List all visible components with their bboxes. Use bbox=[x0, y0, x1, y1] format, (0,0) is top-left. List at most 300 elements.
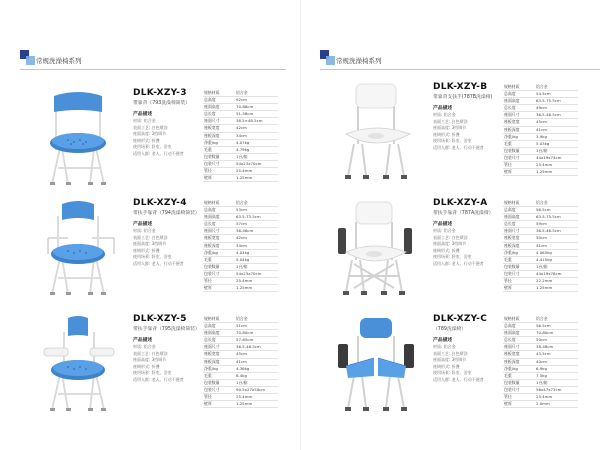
description-row: 材质: 铝合金 bbox=[433, 228, 456, 233]
spec-key: 净重/kg bbox=[203, 139, 235, 146]
spec-key: 座板深度 bbox=[203, 132, 235, 139]
spec-row bbox=[203, 386, 278, 393]
spec-key: 净重/kg bbox=[503, 133, 535, 140]
spec-row bbox=[503, 242, 578, 249]
spec-value: 70-86cm bbox=[235, 104, 278, 111]
spec-row bbox=[203, 344, 278, 351]
spec-key: 座面高度 bbox=[503, 98, 535, 105]
spec-row bbox=[503, 200, 578, 207]
spec-key: 壁厚 bbox=[203, 401, 235, 408]
spec-key: 壁厚 bbox=[203, 175, 235, 182]
spec-value: 7.5kg bbox=[535, 372, 578, 379]
spec-row bbox=[503, 285, 578, 292]
spec-key: 座面尺寸 bbox=[203, 228, 235, 235]
spec-row bbox=[503, 344, 578, 351]
spec-value: 1台/箱 bbox=[235, 263, 278, 270]
product-model: DLK-XZY-C bbox=[433, 314, 488, 324]
spec-value: 4.415kg bbox=[535, 256, 578, 263]
spec-key: 包装尺寸 bbox=[203, 270, 235, 277]
spec-row bbox=[203, 221, 278, 228]
product-info bbox=[433, 82, 593, 175]
spec-row bbox=[503, 372, 578, 379]
description-row: 座椅形式: 折叠 bbox=[133, 137, 160, 143]
spec-key: 壁厚 bbox=[503, 285, 535, 292]
product-image-chair bbox=[38, 314, 122, 414]
spec-key: 座板深度 bbox=[503, 358, 535, 365]
spec-value: 2.0mm bbox=[535, 401, 578, 408]
spec-key: 净重/kg bbox=[503, 249, 535, 256]
header-divider bbox=[320, 69, 600, 70]
spec-key: 规格材质 bbox=[503, 200, 535, 207]
description-row: 座面高度: 3挡调节 bbox=[133, 241, 167, 247]
product-subtitle: 带靠背（793洗澡椅简装） bbox=[133, 101, 191, 106]
spec-value: 45cm bbox=[235, 351, 278, 358]
spec-row bbox=[203, 235, 278, 242]
spec-row bbox=[203, 394, 278, 401]
spec-key: 座面高度 bbox=[203, 214, 235, 221]
spec-key: 管径 bbox=[203, 278, 235, 285]
spec-row bbox=[503, 263, 578, 270]
spec-value: 70-80cm bbox=[535, 330, 578, 337]
spec-key: 座面尺寸 bbox=[203, 118, 235, 125]
spec-key: 包装尺寸 bbox=[503, 270, 535, 277]
description-row: 座面高度: 3挡调节 bbox=[433, 357, 467, 363]
description-row: 使用场景: 卧室、浴室 bbox=[133, 370, 172, 376]
spec-key: 包装尺寸 bbox=[503, 386, 535, 393]
description-row: 座面高度: 3挡调节 bbox=[133, 131, 167, 137]
spec-row bbox=[503, 351, 578, 358]
spec-value: 1台/箱 bbox=[235, 379, 278, 386]
spec-value: 5.03kg bbox=[535, 140, 578, 147]
description-row: 座椅形式: 折叠 bbox=[433, 363, 460, 369]
product-info bbox=[133, 88, 293, 181]
catalog-page-right bbox=[300, 0, 600, 450]
description-heading: 产品描述 bbox=[433, 338, 453, 343]
spec-row bbox=[203, 175, 278, 182]
spec-value: 56.5cm bbox=[535, 323, 578, 330]
spec-row bbox=[203, 200, 278, 207]
spec-row bbox=[203, 207, 278, 214]
spec-row bbox=[203, 372, 278, 379]
spec-row bbox=[203, 160, 278, 167]
product-subtitle: 带靠背支扶手(787B洗澡椅) bbox=[433, 95, 493, 100]
spec-key: 净重/kg bbox=[503, 365, 535, 372]
product-card bbox=[0, 88, 300, 200]
section-logo-icon bbox=[20, 50, 36, 66]
spec-row bbox=[203, 168, 278, 175]
spec-key: 座板深度 bbox=[203, 242, 235, 249]
spec-row bbox=[203, 146, 278, 153]
description-row: 材质: 铝合金 bbox=[433, 344, 456, 349]
section-header bbox=[20, 50, 300, 72]
spec-key: 包装数量 bbox=[203, 153, 235, 160]
spec-row bbox=[503, 91, 578, 98]
spec-row bbox=[503, 330, 578, 337]
description-row: 材质: 铝合金 bbox=[433, 112, 456, 117]
spec-value: 44x19x78cm bbox=[535, 270, 578, 277]
spec-row bbox=[503, 228, 578, 235]
spec-key: 规格材质 bbox=[203, 200, 235, 207]
spec-row bbox=[203, 323, 278, 330]
product-info bbox=[433, 314, 593, 407]
spec-row bbox=[203, 125, 278, 132]
spec-row bbox=[503, 316, 578, 323]
description-row: 适用人群: 老人、行动不便者 bbox=[133, 260, 184, 266]
spec-value: 41cm bbox=[535, 242, 578, 249]
description-row: 座面高度: 3挡调节 bbox=[433, 125, 467, 131]
spec-value: 50cm bbox=[535, 235, 578, 242]
spec-value: 63.5-75.5cm bbox=[535, 98, 578, 105]
spec-row bbox=[503, 394, 578, 401]
spec-table bbox=[203, 316, 278, 408]
spec-key: 壁厚 bbox=[203, 285, 235, 292]
spec-key: 毛重 bbox=[503, 372, 535, 379]
spec-key: 毛重 bbox=[203, 372, 235, 379]
spec-key: 包装数量 bbox=[503, 263, 535, 270]
spec-key: 规格材质 bbox=[203, 316, 235, 323]
spec-value: 36-46cm bbox=[235, 228, 278, 235]
spec-value: 54.5cm bbox=[535, 91, 578, 98]
spec-row bbox=[203, 278, 278, 285]
spec-key: 壁厚 bbox=[503, 401, 535, 408]
spec-value: 92cm bbox=[235, 97, 278, 104]
spec-row bbox=[503, 401, 578, 408]
spec-key: 座板深度 bbox=[203, 358, 235, 365]
spec-value: 49cm bbox=[535, 105, 578, 112]
description-row: 使用场景: 卧室、浴室 bbox=[433, 138, 472, 144]
product-image-chair bbox=[334, 314, 418, 414]
spec-value: 42cm bbox=[235, 125, 278, 132]
spec-row bbox=[203, 111, 278, 118]
description-heading: 产品描述 bbox=[433, 222, 453, 227]
spec-value: 34cm bbox=[235, 132, 278, 139]
spec-row bbox=[503, 221, 578, 228]
spec-value: 38.5×48.5cm bbox=[235, 118, 278, 125]
description-heading: 产品描述 bbox=[133, 112, 153, 117]
spec-value: 1台/箱 bbox=[535, 379, 578, 386]
spec-value: 57cm bbox=[235, 221, 278, 228]
description-row: 表面工艺: 白色喷涂 bbox=[133, 234, 168, 240]
description-row: 座椅形式: 折叠 bbox=[133, 363, 160, 369]
spec-row bbox=[503, 358, 578, 365]
spec-key: 座板宽度 bbox=[503, 119, 535, 126]
spec-key: 总长度 bbox=[503, 221, 535, 228]
product-model: DLK-XZY-5 bbox=[133, 314, 187, 324]
spec-row bbox=[503, 207, 578, 214]
spec-key: 规格材质 bbox=[203, 90, 235, 97]
product-card bbox=[300, 198, 600, 310]
description-row: 座面高度: 3挡调节 bbox=[433, 241, 467, 247]
spec-row bbox=[503, 270, 578, 277]
description-heading: 产品描述 bbox=[133, 222, 153, 227]
spec-value: 54x23x70cm bbox=[235, 270, 278, 277]
product-info bbox=[133, 314, 293, 407]
description-row: 表面工艺: 白色喷涂 bbox=[133, 124, 168, 130]
spec-value: 1.25mm bbox=[235, 175, 278, 182]
spec-key: 总高度 bbox=[503, 91, 535, 98]
spec-key: 毛重 bbox=[503, 256, 535, 263]
spec-value: 铝合金 bbox=[235, 90, 278, 97]
spec-table bbox=[503, 316, 578, 408]
product-subtitle: 带扶手靠背（787A洗澡椅） bbox=[433, 211, 494, 216]
spec-key: 座面高度 bbox=[503, 330, 535, 337]
spec-key: 管径 bbox=[503, 162, 535, 169]
spec-key: 包装数量 bbox=[203, 379, 235, 386]
spec-row bbox=[203, 337, 278, 344]
spec-row bbox=[503, 154, 578, 161]
description-row: 材质: 铝合金 bbox=[133, 344, 156, 349]
spec-value: 铝合金 bbox=[235, 200, 278, 207]
spec-row bbox=[503, 278, 578, 285]
spec-value: 36.5-46.5cm bbox=[235, 344, 278, 351]
product-image-chair bbox=[336, 82, 420, 182]
spec-value: 6.9kg bbox=[535, 365, 578, 372]
product-info bbox=[133, 198, 293, 291]
spec-value: 22.2mm bbox=[535, 278, 578, 285]
spec-key: 座面尺寸 bbox=[503, 344, 535, 351]
spec-value: 59cm bbox=[535, 221, 578, 228]
spec-row bbox=[203, 358, 278, 365]
spec-value: 57-65cm bbox=[235, 337, 278, 344]
spec-key: 总高度 bbox=[203, 323, 235, 330]
spec-value: 41cm bbox=[535, 126, 578, 133]
spec-row bbox=[203, 256, 278, 263]
spec-value: 25.4mm bbox=[235, 168, 278, 175]
spec-value: 1台/箱 bbox=[535, 263, 578, 270]
spec-row bbox=[203, 228, 278, 235]
spec-value: 1.25mm bbox=[535, 285, 578, 292]
product-model: DLK-XZY-B bbox=[433, 82, 488, 92]
spec-value: 铝合金 bbox=[535, 316, 578, 323]
spec-value: 4.065kg bbox=[535, 249, 578, 256]
spec-value: 36.5-46.5cm bbox=[535, 228, 578, 235]
spec-value: 25.4mm bbox=[535, 162, 578, 169]
description-row: 使用场景: 卧室、浴室 bbox=[433, 254, 472, 260]
spec-key: 包装数量 bbox=[203, 263, 235, 270]
product-subtitle: 带扶手靠背（795洗澡椅简装） bbox=[133, 327, 200, 332]
spec-value: 6.4kg bbox=[235, 372, 278, 379]
spec-row bbox=[503, 169, 578, 176]
spec-value: 4.79kg bbox=[235, 146, 278, 153]
spec-value: 56x47x72cm bbox=[535, 386, 578, 393]
spec-table bbox=[503, 200, 578, 292]
spec-value: 3.9kg bbox=[535, 133, 578, 140]
spec-key: 座面尺寸 bbox=[503, 228, 535, 235]
spec-row bbox=[203, 214, 278, 221]
spec-key: 管径 bbox=[503, 278, 535, 285]
spec-row bbox=[203, 270, 278, 277]
spec-value: 90.5x27x50cm bbox=[235, 386, 278, 393]
spec-value: 5.04kg bbox=[235, 256, 278, 263]
spec-row bbox=[503, 112, 578, 119]
product-subtitle: 带扶手靠背（794洗澡椅简装） bbox=[133, 211, 200, 216]
description-row: 使用场景: 卧室、浴室 bbox=[433, 370, 472, 376]
spec-row bbox=[503, 365, 578, 372]
spec-value: 4.07kg bbox=[235, 139, 278, 146]
description-row: 适用人群: 老人、行动不便者 bbox=[433, 260, 484, 266]
spec-value: 铝合金 bbox=[235, 316, 278, 323]
spec-key: 总长度 bbox=[203, 111, 235, 118]
spec-value: 1.25mm bbox=[535, 169, 578, 176]
spec-value: 44x19x74cm bbox=[535, 154, 578, 161]
spec-key: 毛重 bbox=[503, 140, 535, 147]
spec-row bbox=[203, 379, 278, 386]
spec-key: 座板宽度 bbox=[203, 125, 235, 132]
description-row: 使用场景: 卧室、浴室 bbox=[133, 144, 172, 150]
description-row: 表面工艺: 白色喷涂 bbox=[433, 118, 468, 124]
spec-key: 总高度 bbox=[203, 97, 235, 104]
spec-key: 包装尺寸 bbox=[503, 154, 535, 161]
spec-value: 25.4mm bbox=[235, 278, 278, 285]
spec-row bbox=[203, 351, 278, 358]
spec-key: 座板宽度 bbox=[503, 351, 535, 358]
spec-row bbox=[503, 126, 578, 133]
spec-key: 总长度 bbox=[203, 221, 235, 228]
spec-table bbox=[203, 90, 278, 182]
product-model: DLK-XZY-4 bbox=[133, 198, 187, 208]
spec-key: 座面高度 bbox=[203, 104, 235, 111]
spec-key: 毛重 bbox=[203, 146, 235, 153]
description-row: 座椅形式: 折叠 bbox=[433, 131, 460, 137]
spec-row bbox=[203, 118, 278, 125]
spec-row bbox=[203, 90, 278, 97]
product-card bbox=[300, 82, 600, 194]
product-image-chair bbox=[334, 198, 418, 298]
product-image-chair bbox=[38, 198, 122, 298]
spec-key: 座板宽度 bbox=[503, 235, 535, 242]
product-card bbox=[300, 314, 600, 426]
spec-value: 42cm bbox=[235, 235, 278, 242]
spec-key: 包装尺寸 bbox=[203, 160, 235, 167]
spec-value: 1台/箱 bbox=[235, 153, 278, 160]
spec-key: 座面高度 bbox=[203, 330, 235, 337]
spec-row bbox=[503, 119, 578, 126]
spec-key: 座板宽度 bbox=[203, 235, 235, 242]
spec-row bbox=[503, 379, 578, 386]
spec-row bbox=[203, 401, 278, 408]
spec-row bbox=[203, 249, 278, 256]
spec-key: 座面尺寸 bbox=[203, 344, 235, 351]
product-model: DLK-XZY-A bbox=[433, 198, 488, 208]
description-heading: 产品描述 bbox=[433, 106, 453, 111]
spec-key: 包装数量 bbox=[503, 379, 535, 386]
spec-value: 53cm bbox=[235, 207, 278, 214]
spec-value: 51-58cm bbox=[235, 111, 278, 118]
spec-key: 座板深度 bbox=[503, 242, 535, 249]
spec-value: 70-80cm bbox=[235, 330, 278, 337]
description-row: 适用人群: 老人、行动不便者 bbox=[433, 144, 484, 150]
spec-row bbox=[203, 97, 278, 104]
spec-row bbox=[203, 316, 278, 323]
product-subtitle: （789洗澡椅） bbox=[433, 327, 467, 332]
description-row: 适用人群: 老人、行动不便者 bbox=[133, 150, 184, 156]
spec-key: 包装尺寸 bbox=[203, 386, 235, 393]
product-image-chair bbox=[38, 88, 122, 188]
spec-value: 铝合金 bbox=[535, 200, 578, 207]
spec-key: 规格材质 bbox=[503, 84, 535, 91]
description-row: 座面高度: 3挡调节 bbox=[133, 357, 167, 363]
spec-key: 管径 bbox=[503, 394, 535, 401]
spec-key: 总高度 bbox=[203, 207, 235, 214]
section-logo-icon bbox=[320, 50, 336, 66]
spec-row bbox=[503, 140, 578, 147]
spec-key: 总长度 bbox=[203, 337, 235, 344]
spec-key: 总长度 bbox=[503, 105, 535, 112]
product-info bbox=[433, 198, 593, 291]
spec-value: 41cm bbox=[235, 358, 278, 365]
spec-key: 净重/kg bbox=[203, 249, 235, 256]
spec-table bbox=[203, 200, 278, 292]
spec-row bbox=[503, 249, 578, 256]
description-row: 使用场景: 卧室、浴室 bbox=[133, 254, 172, 260]
spec-value: 4.36kg bbox=[235, 365, 278, 372]
spec-key: 总高度 bbox=[503, 207, 535, 214]
spec-row bbox=[503, 162, 578, 169]
spec-key: 规格材质 bbox=[503, 316, 535, 323]
spec-value: 50cm bbox=[535, 337, 578, 344]
spec-value: 63.5-73.5cm bbox=[235, 214, 278, 221]
header-divider bbox=[20, 69, 286, 70]
spec-row bbox=[503, 84, 578, 91]
spec-key: 包装数量 bbox=[503, 147, 535, 154]
product-card bbox=[0, 198, 300, 310]
spec-row bbox=[203, 285, 278, 292]
product-model: DLK-XZY-3 bbox=[133, 88, 187, 98]
description-row: 表面工艺: 白色喷涂 bbox=[433, 234, 468, 240]
spec-value: 4.04kg bbox=[235, 249, 278, 256]
spec-row bbox=[203, 139, 278, 146]
spec-value: 铝合金 bbox=[535, 84, 578, 91]
product-card bbox=[0, 314, 300, 426]
spec-key: 壁厚 bbox=[503, 169, 535, 176]
spec-value: 25.4mm bbox=[235, 394, 278, 401]
description-row: 材质: 铝合金 bbox=[133, 118, 156, 123]
spec-key: 净重/kg bbox=[203, 365, 235, 372]
description-row: 适用人群: 老人、行动不便者 bbox=[433, 376, 484, 382]
spec-row bbox=[203, 365, 278, 372]
spec-table bbox=[503, 84, 578, 176]
spec-key: 座板宽度 bbox=[203, 351, 235, 358]
section-title: 常规洗澡椅系列 bbox=[336, 57, 382, 65]
section-header bbox=[320, 50, 600, 72]
spec-key: 总高度 bbox=[503, 323, 535, 330]
spec-row bbox=[203, 330, 278, 337]
spec-row bbox=[503, 133, 578, 140]
description-row: 表面工艺: 白色喷涂 bbox=[433, 350, 468, 356]
spec-row bbox=[503, 323, 578, 330]
description-row: 适用人群: 老人、行动不便者 bbox=[133, 376, 184, 382]
spec-value: 51cm bbox=[235, 323, 278, 330]
spec-key: 总长度 bbox=[503, 337, 535, 344]
spec-row bbox=[203, 242, 278, 249]
spec-key: 座板深度 bbox=[503, 126, 535, 133]
spec-row bbox=[203, 104, 278, 111]
spec-key: 座面尺寸 bbox=[503, 112, 535, 119]
spec-value: 38-48cm bbox=[535, 344, 578, 351]
spec-value: 43.5cm bbox=[535, 351, 578, 358]
spec-row bbox=[503, 386, 578, 393]
description-row: 材质: 铝合金 bbox=[133, 228, 156, 233]
spec-value: 34cm bbox=[235, 242, 278, 249]
spec-value: 1.25mm bbox=[235, 285, 278, 292]
spec-value: 40cm bbox=[535, 358, 578, 365]
spec-value: 56.5cm bbox=[535, 207, 578, 214]
spec-row bbox=[203, 132, 278, 139]
spec-row bbox=[203, 263, 278, 270]
spec-value: 25.4mm bbox=[535, 394, 578, 401]
description-row: 表面工艺: 白色喷涂 bbox=[133, 350, 168, 356]
spec-row bbox=[503, 256, 578, 263]
